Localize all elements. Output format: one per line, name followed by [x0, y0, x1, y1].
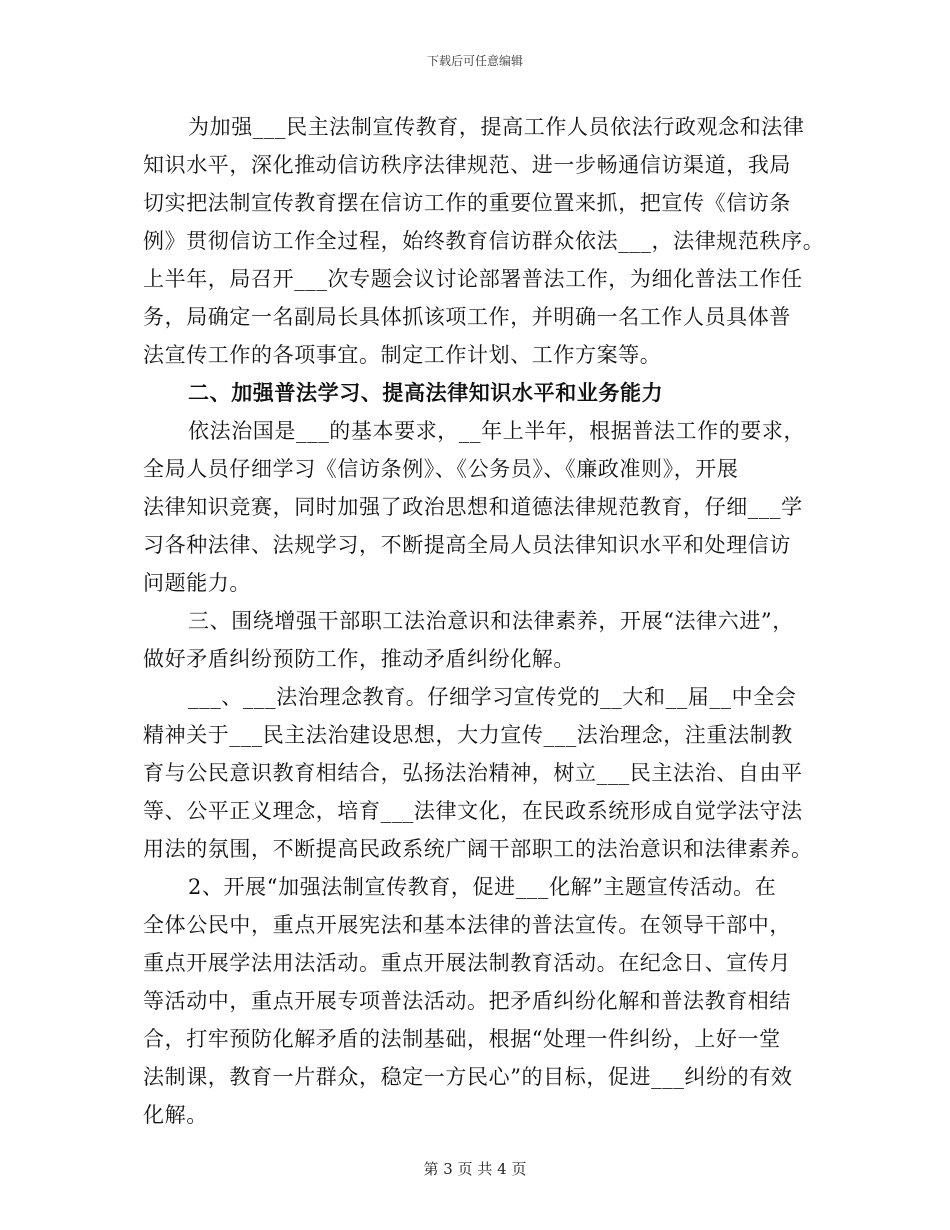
paragraph-line: 化解。 [143, 1103, 208, 1127]
section-heading-2 [143, 374, 823, 412]
paragraph-line: 切实把法制宣传教育摆在信访工作的重要位置来抓，把宣传《信访条 [143, 191, 791, 215]
paragraph-rule-of-law-education [143, 678, 823, 868]
paragraph-line: 依法治国是___的基本要求，__年上半年，根据普法工作的要求， [188, 419, 806, 443]
paragraph-line: 知识水平，深化推动信访秩序法律规范、进一步畅通信访渠道，我局 [143, 153, 791, 177]
paragraph-theme-activities [143, 868, 823, 1134]
page-footer: 第 3 页 共 4 页 [423, 1160, 527, 1178]
paragraph-line: 习各种法律、法规学习，不断提高全局人员法律知识水平和处理信访 [143, 533, 791, 557]
paragraph-line: 全体公民中，重点开展宪法和基本法律的普法宣传。在领导干部中， [143, 913, 791, 937]
paragraph-line: 做好矛盾纠纷预防工作，推动矛盾纠纷化解。 [143, 647, 575, 671]
paragraph-line: 等活动中，重点开展专项普法活动。把矛盾纠纷化解和普法教育相结 [143, 989, 791, 1013]
document-body [143, 108, 823, 1134]
paragraph-line: 合，打牢预防化解矛盾的法制基础，根据“处理一件纠纷，上好一堂 [143, 1027, 781, 1051]
page-header: 下载后可任意编辑 [426, 54, 523, 68]
paragraph-line: 全局人员仔细学习《信访条例》、《公务员》、《廉政准则》，开展 [143, 457, 739, 481]
paragraph-line: 例》贯彻信访工作全过程，始终教育信访群众依法___，法律规范秩序。 [143, 229, 825, 253]
paragraph-law-study [143, 412, 823, 602]
paragraph-strengthen-publicity [143, 108, 823, 374]
paragraph-line: 法宣传工作的各项事宜。制定工作计划、工作方案等。 [143, 343, 662, 367]
paragraph-line: 用法的氛围，不断提高民政系统广阔干部职工的法治意识和法律素养。 [143, 837, 813, 861]
paragraph-line: 上半年，局召开___次专题会议讨论部署普法工作，为细化普法工作任 [143, 267, 803, 291]
paragraph-line: 务，局确定一名副局长具体抓该项工作，并明确一名工作人员具体普 [143, 305, 791, 329]
paragraph-line: 三、围绕增强干部职工法治意识和法律素养，开展“法律六进”， [188, 609, 794, 633]
paragraph-line: 问题能力。 [143, 571, 251, 595]
paragraph-line: 2、开展“加强法制宣传教育，促进___化解”主题宣传活动。在 [188, 875, 777, 899]
paragraph-line: 法制课，教育一片群众，稳定一方民心”的目标，促进___纠纷的有效 [143, 1065, 793, 1089]
section-heading-line: 二、加强普法学习、提高法律知识水平和业务能力 [188, 380, 664, 405]
paragraph-line: 育与公民意识教育相结合，弘扬法治精神，树立___民主法治、自由平 [143, 761, 803, 785]
paragraph-line: 为加强___民主法制宣传教育，提高工作人员依法行政观念和法律 [188, 115, 805, 139]
paragraph-line: 等、公平正义理念，培育___法律文化，在民政系统形成自觉学法守法 [143, 799, 803, 823]
paragraph-line: 精神关于___民主法治建设思想，大力宣传___法治理念，注重法制教 [143, 723, 793, 747]
section-heading-3 [143, 602, 823, 678]
paragraph-line: 重点开展学法用法活动。重点开展法制教育活动。在纪念日、宣传月 [143, 951, 791, 975]
paragraph-line: ___、___法治理念教育。仔细学习宣传党的__大和__届__中全会 [188, 685, 797, 709]
paragraph-line: 法律知识竞赛，同时加强了政治思想和道德法律规范教育，仔细___学 [143, 495, 803, 519]
